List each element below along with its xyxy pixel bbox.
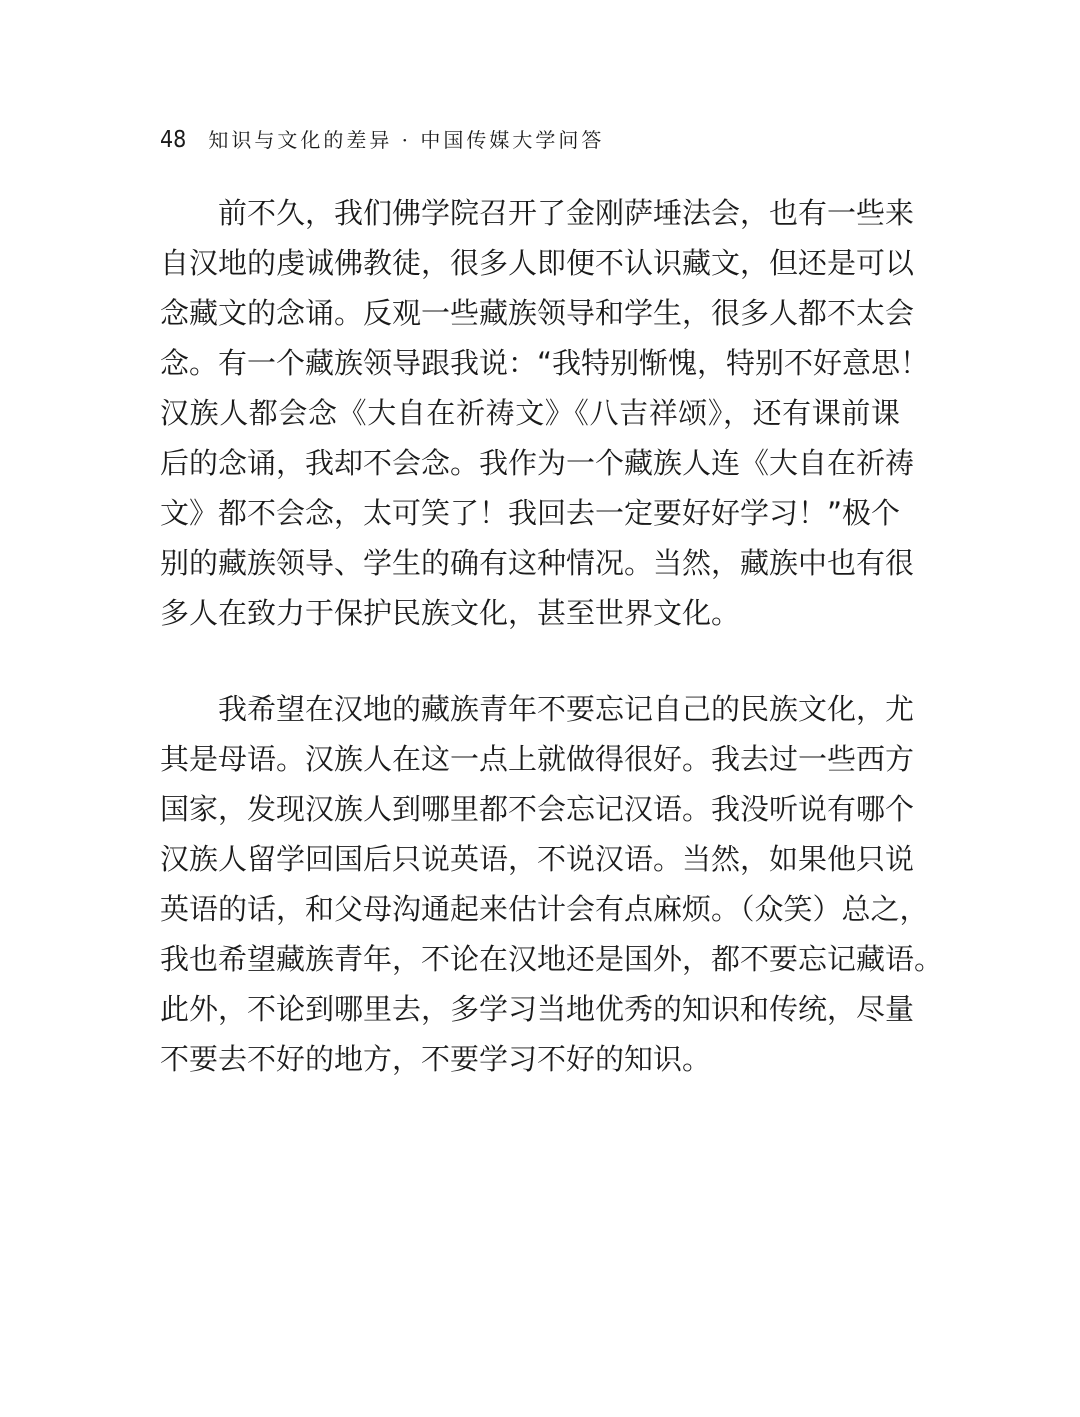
text-line: 别的藏族领导、学生的确有这种情况。当然，藏族中也有很	[160, 546, 915, 580]
text-line: 国家，发现汉族人到哪里都不会忘记汉语。我没听说有哪个	[160, 792, 915, 826]
text-line: 我希望在汉地的藏族青年不要忘记自己的民族文化，尤	[218, 692, 915, 726]
paragraph-1	[160, 188, 930, 638]
text-line: 英语的话，和父母沟通起来估计会有点麻烦。（众笑）总之，	[160, 892, 929, 926]
text-line: 汉族人留学回国后只说英语，不说汉语。当然，如果他只说	[160, 842, 915, 876]
page-number: 48	[160, 127, 187, 153]
text-line: 多人在致力于保护民族文化，甚至世界文化。	[160, 596, 741, 630]
text-line: 念。有一个藏族领导跟我说：“我特别惭愧，特别不好意思！	[160, 346, 930, 380]
text-line: 不要去不好的地方，不要学习不好的知识。	[160, 1042, 712, 1076]
book-title: 知识与文化的差异 · 中国传媒大学问答	[208, 128, 605, 152]
running-header	[160, 124, 604, 156]
paragraph-2	[160, 684, 944, 1084]
text-line: 念藏文的念诵。反观一些藏族领导和学生，很多人都不太会	[160, 296, 915, 330]
text-line: 自汉地的虔诚佛教徒，很多人即便不认识藏文，但还是可以	[160, 246, 915, 280]
text-line: 其是母语。汉族人在这一点上就做得很好。我去过一些西方	[160, 742, 915, 776]
text-line: 此外，不论到哪里去，多学习当地优秀的知识和传统，尽量	[160, 992, 915, 1026]
paragraph-gap	[160, 638, 900, 684]
text-line: 我也希望藏族青年，不论在汉地还是国外，都不要忘记藏语。	[160, 942, 944, 976]
body-text	[160, 188, 944, 1084]
text-line: 后的念诵，我却不会念。我作为一个藏族人连《大自在祈祷	[160, 446, 915, 480]
text-line: 前不久，我们佛学院召开了金刚萨埵法会，也有一些来	[218, 196, 915, 230]
text-line: 文》都不会念，太可笑了！我回去一定要好好学习！”极个	[160, 496, 901, 530]
text-line: 汉族人都会念《大自在祈祷文》《八吉祥颂》，还有课前课	[160, 396, 900, 430]
